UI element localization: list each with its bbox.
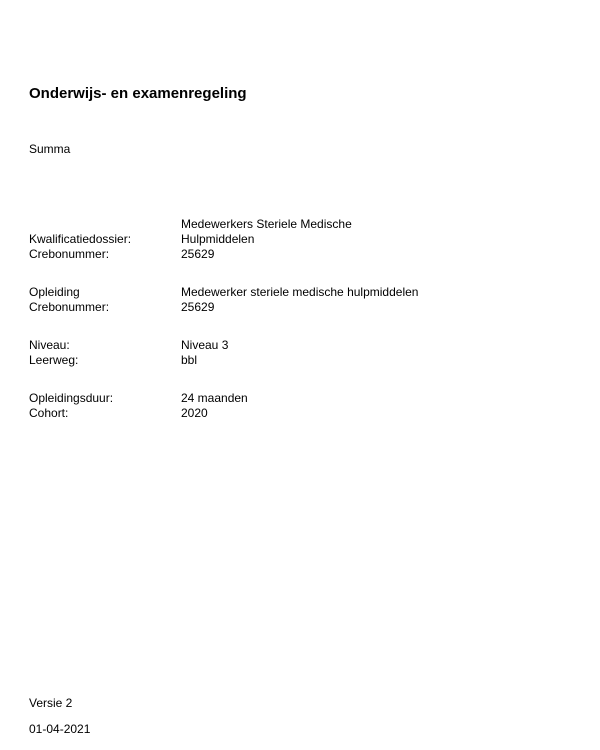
info-value: 25629	[181, 247, 215, 261]
info-value: 24 maanden	[181, 391, 248, 405]
info-value: Medewerkers Steriele Medische Hulpmiddelen	[181, 217, 352, 246]
info-label: Cohort:	[29, 406, 69, 420]
info-row-crebo-number	[29, 247, 549, 262]
info-label: Leerweg:	[29, 353, 79, 367]
duration-info-group	[29, 391, 549, 421]
info-label: Crebonummer:	[29, 300, 110, 314]
program-info-group	[29, 285, 549, 315]
info-label: Opleiding	[29, 285, 80, 299]
document-title: Onderwijs- en examenregeling	[29, 85, 247, 102]
info-row-level	[29, 338, 549, 353]
info-label: Kwalificatiedossier:	[29, 232, 132, 246]
document-date: 01-04-2021	[29, 722, 91, 736]
info-value: Niveau 3	[181, 338, 229, 352]
info-value: 2020	[181, 406, 208, 420]
institution-name: Summa	[29, 142, 71, 156]
info-row-program	[29, 285, 549, 300]
qualification-info-group	[29, 217, 549, 262]
info-label: Opleidingsduur:	[29, 391, 114, 405]
info-row-learning-path	[29, 353, 549, 368]
info-row-crebo-number	[29, 300, 549, 315]
info-value: 25629	[181, 300, 215, 314]
info-row-duration	[29, 391, 549, 406]
info-label: Niveau:	[29, 338, 70, 352]
info-label: Crebonummer:	[29, 247, 110, 261]
info-value: Medewerker steriele medische hulpmiddelen	[181, 285, 419, 299]
document-version: Versie 2	[29, 696, 73, 710]
level-info-group	[29, 338, 549, 368]
info-value: bbl	[181, 353, 198, 367]
info-row-qualification-dossier	[29, 217, 549, 247]
info-row-cohort	[29, 406, 549, 421]
